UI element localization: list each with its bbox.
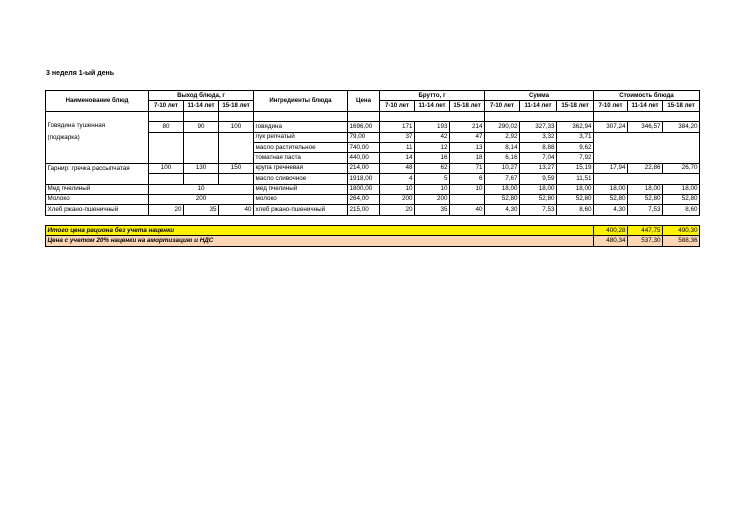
sum-value: 52,80 bbox=[520, 194, 557, 204]
price-value: 79,00 bbox=[348, 132, 380, 142]
sum-value: 290,02 bbox=[485, 122, 520, 132]
gross-value: 13 bbox=[450, 142, 485, 152]
cost-value: 52,80 bbox=[594, 194, 628, 204]
sum-value: 7,53 bbox=[520, 205, 557, 215]
price-value: 1800,00 bbox=[348, 184, 380, 194]
dish-header: Наименование блюд bbox=[46, 91, 149, 112]
ingredient-name: масло растительное bbox=[254, 142, 348, 152]
gross-header: Брутто, г bbox=[380, 91, 485, 101]
output-value: 100 bbox=[149, 163, 184, 173]
sum-value: 10,27 bbox=[485, 163, 520, 173]
price-value: 740,00 bbox=[348, 142, 380, 152]
gross-value: 10 bbox=[415, 184, 450, 194]
dish-name: Гарнир: гречка рассыпчатая bbox=[46, 163, 149, 173]
age-header: 7-10 лет bbox=[485, 101, 520, 111]
gross-value: 20 bbox=[380, 205, 415, 215]
cost-value: 18,00 bbox=[663, 184, 700, 194]
gross-value: 42 bbox=[415, 132, 450, 142]
ingredient-name: крупа гречневая bbox=[254, 163, 348, 173]
cost-value: 26,70 bbox=[663, 163, 700, 173]
table-row bbox=[46, 194, 700, 204]
output-value: 90 bbox=[184, 122, 219, 132]
gross-value: 10 bbox=[450, 184, 485, 194]
ingredient-name: мед пчелиный bbox=[254, 184, 348, 194]
header-row-1 bbox=[46, 91, 700, 101]
total-value: 480,34 bbox=[594, 236, 628, 246]
menu-cost-table bbox=[45, 90, 700, 247]
total-label: Цена с учетом 20% наценки на амортизацию и НДС bbox=[46, 236, 594, 246]
output-value: 10 bbox=[149, 184, 254, 194]
gross-value: 11 bbox=[380, 142, 415, 152]
sum-value: 18,00 bbox=[557, 184, 594, 194]
dish-name: Хлеб ржано-пшеничный bbox=[46, 205, 149, 215]
cost-value: 8,60 bbox=[663, 205, 700, 215]
sum-value: 8,14 bbox=[485, 142, 520, 152]
sum-value: 4,30 bbox=[485, 205, 520, 215]
sum-value: 9,62 bbox=[557, 142, 594, 152]
sum-value: 2,92 bbox=[485, 132, 520, 142]
table-row bbox=[46, 174, 700, 184]
age-header: 15-18 лет bbox=[557, 101, 594, 111]
sum-header: Сумма bbox=[485, 91, 594, 101]
gross-value: 200 bbox=[380, 194, 415, 204]
cost-value: 22,86 bbox=[628, 163, 663, 173]
gross-value: 62 bbox=[415, 163, 450, 173]
gross-value: 193 bbox=[415, 122, 450, 132]
table-row bbox=[46, 122, 700, 132]
cost-value: 307,24 bbox=[594, 122, 628, 132]
cost-value: 52,80 bbox=[663, 194, 700, 204]
output-value: 100 bbox=[219, 122, 254, 132]
cost-header: Стоимость блюда bbox=[594, 91, 700, 101]
age-header: 11-14 лет bbox=[184, 101, 219, 111]
total-label: Итого цена рациона без учета наценки bbox=[46, 226, 594, 236]
output-value: 80 bbox=[149, 122, 184, 132]
gross-value: 10 bbox=[380, 184, 415, 194]
cost-value: 17,94 bbox=[594, 163, 628, 173]
ingredient-name: хлеб ржано-пшеничный bbox=[254, 205, 348, 215]
age-header: 11-14 лет bbox=[628, 101, 663, 111]
sum-value: 327,33 bbox=[520, 122, 557, 132]
table-row bbox=[46, 184, 700, 194]
ingredient-name: лук репчатый bbox=[254, 132, 348, 142]
sum-value: 8,88 bbox=[520, 142, 557, 152]
age-header: 15-18 лет bbox=[663, 101, 700, 111]
gross-value: 35 bbox=[415, 205, 450, 215]
age-header: 7-10 лет bbox=[380, 101, 415, 111]
price-value: 440,00 bbox=[348, 153, 380, 163]
sum-value: 7,92 bbox=[557, 153, 594, 163]
ingredient-name: молоко bbox=[254, 194, 348, 204]
gross-value: 200 bbox=[415, 194, 450, 204]
dish-name: Мед пчелиный bbox=[46, 184, 149, 194]
cost-value: 18,00 bbox=[594, 184, 628, 194]
age-header: 11-14 лет bbox=[415, 101, 450, 111]
gross-value: 4 bbox=[380, 174, 415, 184]
spacer-row bbox=[46, 215, 700, 225]
total-value: 537,30 bbox=[628, 236, 663, 246]
cost-value: 384,20 bbox=[663, 122, 700, 132]
price-value: 264,00 bbox=[348, 194, 380, 204]
price-value: 214,00 bbox=[348, 163, 380, 173]
gross-value: 16 bbox=[415, 153, 450, 163]
total-row-no-markup bbox=[46, 226, 700, 236]
output-value: 200 bbox=[149, 194, 254, 204]
gross-value: 40 bbox=[450, 205, 485, 215]
output-value: 130 bbox=[184, 163, 219, 173]
output-value: 20 bbox=[149, 205, 184, 215]
ingredients-header: Ингредиенты блюда bbox=[254, 91, 348, 112]
gross-value: 6 bbox=[450, 174, 485, 184]
price-value: 215,00 bbox=[348, 205, 380, 215]
output-value: 40 bbox=[219, 205, 254, 215]
sum-value: 7,04 bbox=[520, 153, 557, 163]
total-value: 588,36 bbox=[663, 236, 700, 246]
total-row-with-markup bbox=[46, 236, 700, 246]
cost-value: 52,80 bbox=[628, 194, 663, 204]
price-header: Цена bbox=[348, 91, 380, 112]
page-title: 3 неделя 1-ый день bbox=[46, 70, 115, 77]
sum-value: 7,67 bbox=[485, 174, 520, 184]
gross-value: 47 bbox=[450, 132, 485, 142]
total-value: 490,30 bbox=[663, 226, 700, 236]
gross-value: 5 bbox=[415, 174, 450, 184]
ingredient-name: масло сливочное bbox=[254, 174, 348, 184]
gross-value: 37 bbox=[380, 132, 415, 142]
total-value: 400,28 bbox=[594, 226, 628, 236]
cost-value: 4,30 bbox=[594, 205, 628, 215]
cost-value: 18,00 bbox=[628, 184, 663, 194]
gross-value: 171 bbox=[380, 122, 415, 132]
gross-value: 48 bbox=[380, 163, 415, 173]
ingredient-name: томатная паста bbox=[254, 153, 348, 163]
total-value: 447,75 bbox=[628, 226, 663, 236]
sum-value: 3,71 bbox=[557, 132, 594, 142]
sum-value: 15,19 bbox=[557, 163, 594, 173]
price-value: 1918,00 bbox=[348, 174, 380, 184]
price-value: 1696,00 bbox=[348, 122, 380, 132]
dish-name: Молоко bbox=[46, 194, 149, 204]
sum-value: 11,51 bbox=[557, 174, 594, 184]
age-header: 11-14 лет bbox=[520, 101, 557, 111]
age-header: 7-10 лет bbox=[149, 101, 184, 111]
sum-value: 18,00 bbox=[520, 184, 557, 194]
output-value: 35 bbox=[184, 205, 219, 215]
gross-value: 14 bbox=[380, 153, 415, 163]
age-header: 7-10 лет bbox=[594, 101, 628, 111]
sum-value: 6,16 bbox=[485, 153, 520, 163]
cost-value: 7,53 bbox=[628, 205, 663, 215]
spacer-row bbox=[46, 111, 700, 121]
dish-name: Говядина тушенная (поджарка) bbox=[46, 122, 149, 164]
sum-value: 362,94 bbox=[557, 122, 594, 132]
sum-value: 52,80 bbox=[557, 194, 594, 204]
age-header: 15-18 лет bbox=[450, 101, 485, 111]
gross-value: 18 bbox=[450, 153, 485, 163]
gross-value: 12 bbox=[415, 142, 450, 152]
sum-value: 18,00 bbox=[485, 184, 520, 194]
output-value: 150 bbox=[219, 163, 254, 173]
cost-value: 346,57 bbox=[628, 122, 663, 132]
table-row bbox=[46, 163, 700, 173]
sum-value: 52,80 bbox=[485, 194, 520, 204]
output-header: Выход блюда, г bbox=[149, 91, 254, 101]
gross-value: 71 bbox=[450, 163, 485, 173]
age-header: 15-18 лет bbox=[219, 101, 254, 111]
sum-value: 9,59 bbox=[520, 174, 557, 184]
gross-value: 214 bbox=[450, 122, 485, 132]
sum-value: 3,32 bbox=[520, 132, 557, 142]
sum-value: 8,60 bbox=[557, 205, 594, 215]
ingredient-name: говядина bbox=[254, 122, 348, 132]
table-row bbox=[46, 205, 700, 215]
sum-value: 13,27 bbox=[520, 163, 557, 173]
